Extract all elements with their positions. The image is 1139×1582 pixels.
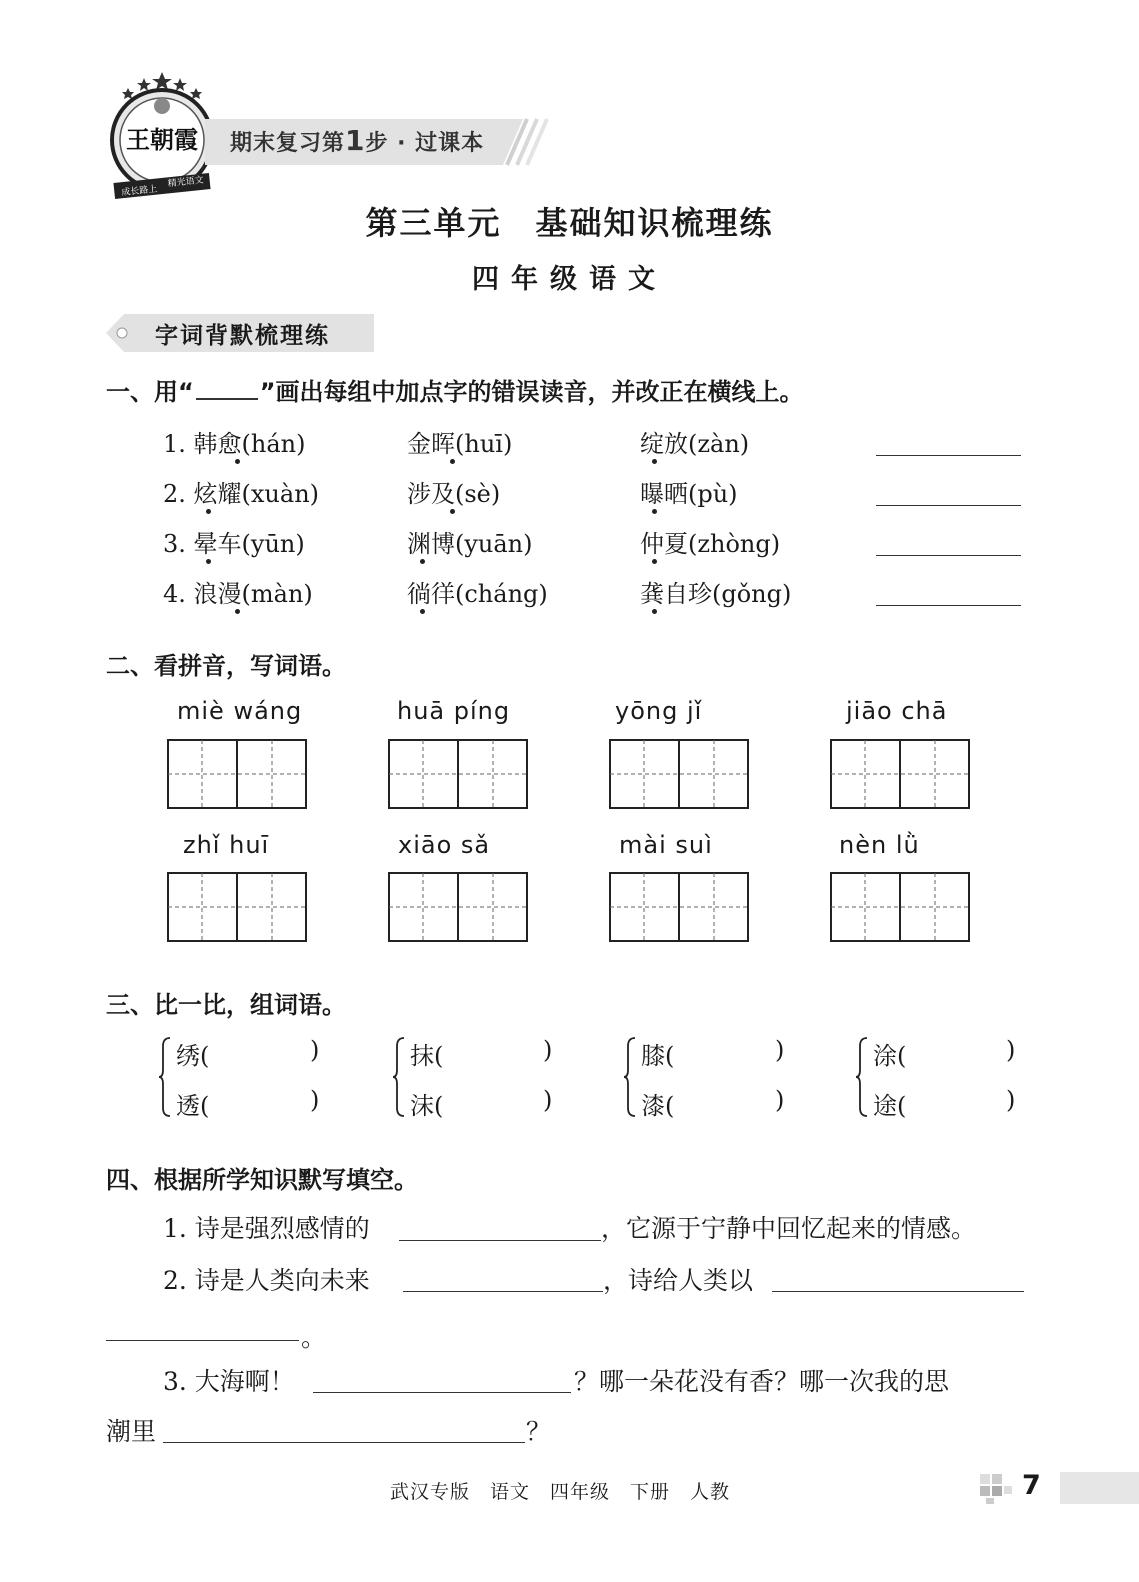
q1-item-2a: 2. 炫耀(xuàn) (163, 480, 320, 508)
writing-grid-4[interactable] (830, 739, 970, 809)
q3-char-1b: 透( (176, 1092, 210, 1120)
q3-char-3a: 膝( (641, 1042, 675, 1070)
banner-suffix: 步 · 过课本 (365, 131, 485, 156)
q4-blank-5[interactable] (163, 1442, 525, 1443)
q1-item-4c: 龚自珍(gǒng) (640, 580, 792, 608)
page-number-bar (1060, 1472, 1139, 1504)
svg-text:王朝霞: 王朝霞 (126, 125, 198, 154)
q3-char-2a: 抹( (410, 1042, 444, 1070)
writing-grid-3[interactable] (609, 739, 749, 809)
q4-line3-start: 3. 大海啊！ (163, 1367, 295, 1396)
q1-answer-line-4[interactable] (876, 605, 1021, 606)
brace-icon (158, 1036, 172, 1118)
page-subtitle: 四年级语文 (472, 264, 667, 295)
emphasis-dot (652, 509, 657, 514)
q1-item-2b: 涉及(sè) (407, 480, 501, 508)
q4-line4-start: 潮里 (106, 1417, 157, 1446)
q1-answer-line-3[interactable] (876, 555, 1021, 556)
emphasis-dot (235, 459, 240, 464)
q3-close-paren: ) (1006, 1086, 1016, 1114)
q2-pinyin-6: xiāo sǎ (398, 831, 491, 859)
q4-line2-start: 2. 诗是人类向未来 (163, 1266, 370, 1295)
emphasis-dot (652, 459, 657, 464)
q2-pinyin-8: nèn lǜ (839, 831, 920, 859)
q1-head-before: 一、用“ (106, 378, 194, 406)
brace-icon (623, 1036, 637, 1118)
emphasis-dot (206, 509, 211, 514)
q2-pinyin-4: jiāo chā (846, 697, 948, 725)
banner-step-number: 1 (345, 124, 366, 157)
q1-item-2c: 曝晒(pù) (640, 480, 738, 508)
q1-head-after: ”画出每组中加点字的错误读音，并改正在横线上。 (259, 378, 804, 406)
q4-line1-end: ，它源于宁静中回忆起来的情感。 (601, 1214, 977, 1243)
q3-heading: 三、比一比，组词语。 (106, 991, 346, 1019)
q1-item-1a: 1. 韩愈(hán) (163, 430, 306, 458)
svg-text:成长路上: 成长路上 (121, 184, 158, 199)
emphasis-dot (420, 559, 425, 564)
footer-text: 武汉专版 语文 四年级 下册 人教 (390, 1481, 731, 1503)
q3-char-1a: 绣( (176, 1042, 210, 1070)
q1-item-4b: 徜徉(cháng) (407, 580, 548, 608)
section-tag: 字词背默梳理练 (155, 323, 330, 349)
q4-heading: 四、根据所学知识默写填空。 (106, 1166, 418, 1194)
q1-heading (106, 372, 804, 407)
emphasis-dot (420, 609, 425, 614)
q4-blank-2[interactable] (403, 1291, 603, 1292)
q1-item-1c: 绽放(zàn) (640, 430, 750, 458)
q1-item-3b: 渊博(yuān) (407, 530, 533, 558)
q3-close-paren: ) (1006, 1036, 1016, 1064)
q4-blank-3[interactable] (772, 1291, 1024, 1292)
brace-icon (392, 1036, 406, 1118)
emphasis-dot (652, 559, 657, 564)
q3-char-3b: 漆( (641, 1092, 675, 1120)
q1-item-3c: 仲夏(zhòng) (640, 530, 781, 558)
emphasis-dot (450, 459, 455, 464)
q4-line4-end: ？ (526, 1417, 552, 1446)
q3-close-paren: ) (775, 1036, 785, 1064)
q4-line3-end: ？哪一朵花没有香？哪一次我的思 (574, 1367, 950, 1396)
q1-answer-line-2[interactable] (876, 505, 1021, 506)
emphasis-dot (235, 609, 240, 614)
writing-grid-2[interactable] (388, 739, 528, 809)
writing-grid-5[interactable] (167, 872, 307, 942)
emphasis-dot (206, 559, 211, 564)
q3-close-paren: ) (310, 1086, 320, 1114)
q3-close-paren: ) (310, 1036, 320, 1064)
emphasis-dot (652, 609, 657, 614)
q3-char-4b: 途( (873, 1092, 907, 1120)
footer-squares-icon (980, 1474, 1014, 1504)
q2-pinyin-2: huā píng (397, 697, 511, 725)
q2-pinyin-7: mài suì (619, 831, 713, 859)
q4-line1-start: 1. 诗是强烈感情的 (163, 1214, 370, 1243)
writing-grid-7[interactable] (609, 872, 749, 942)
emphasis-dot (450, 509, 455, 514)
q4-blank-1[interactable] (399, 1240, 601, 1241)
q4-blank-4[interactable] (313, 1392, 571, 1393)
q4-line2-mid: ，诗给人类以 (603, 1266, 754, 1295)
page-number: 7 (1022, 1470, 1041, 1501)
q3-close-paren: ) (775, 1086, 785, 1114)
banner-prefix: 期末复习第 (230, 131, 346, 156)
writing-grid-6[interactable] (388, 872, 528, 942)
q3-char-2b: 沫( (410, 1092, 444, 1120)
q3-close-paren: ) (543, 1036, 553, 1064)
q1-item-1b: 金晖(huī) (407, 430, 513, 458)
q3-char-4a: 涂( (873, 1042, 907, 1070)
q1-item-4a: 4. 浪漫(màn) (163, 580, 313, 608)
writing-grid-8[interactable] (830, 872, 970, 942)
q3-close-paren: ) (543, 1086, 553, 1114)
q1-underline-sample (196, 376, 258, 400)
brace-icon (855, 1036, 869, 1118)
q1-answer-line-1[interactable] (876, 455, 1021, 456)
svg-text:精光语文: 精光语文 (167, 175, 205, 190)
q2-heading: 二、看拼音，写词语。 (106, 652, 346, 680)
page-title: 第三单元 基础知识梳理练 (365, 204, 774, 242)
q1-item-3a: 3. 晕车(yūn) (163, 530, 305, 558)
banner-text (230, 124, 484, 157)
q2-pinyin-1: miè wáng (177, 697, 303, 725)
publisher-logo (106, 70, 218, 200)
q4-line2-end: 。 (301, 1323, 327, 1352)
q2-pinyin-3: yōng jǐ (615, 697, 703, 725)
q4-blank-3-cont[interactable] (106, 1340, 299, 1341)
q2-pinyin-5: zhǐ huī (183, 831, 270, 859)
writing-grid-1[interactable] (167, 739, 307, 809)
